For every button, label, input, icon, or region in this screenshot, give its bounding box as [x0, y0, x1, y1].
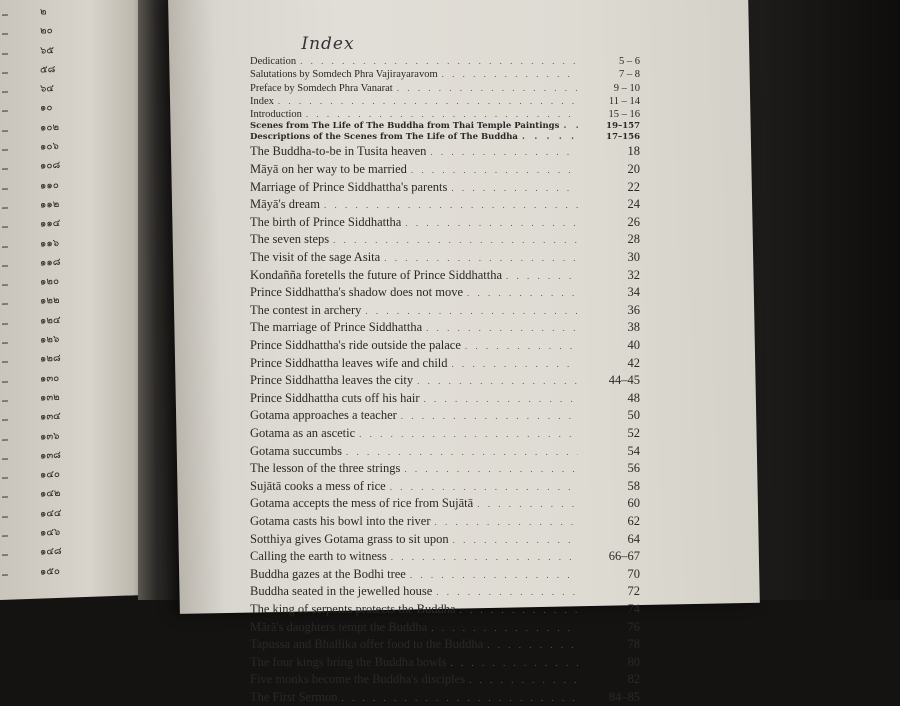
entry-title: Prince Siddhattha cuts off his hair [250, 390, 420, 405]
leader-dots [410, 567, 578, 584]
entry-pages: 24 [627, 197, 640, 212]
leader-dots [563, 121, 578, 132]
facing-page-mark: ๑๐๘ [40, 160, 61, 172]
facing-page-mark: … [2, 528, 9, 540]
entry-title: The visit of the sage Asita [250, 250, 381, 265]
entry-title: Marriage of Prince Siddhattha's parents [250, 179, 448, 194]
leader-dots [452, 356, 578, 373]
entry-title: Gotama approaches a teacher [250, 408, 397, 423]
entry-pages: 66–67 [608, 549, 640, 564]
index-entry [250, 671, 640, 689]
leader-dots [442, 68, 578, 80]
leader-dots [469, 672, 578, 689]
entry-pages: 18 [627, 144, 640, 159]
facing-page-mark: ๑๒๒ [40, 295, 60, 308]
index-entry [250, 513, 640, 531]
entry-title: Gotama casts his bowl into the river [250, 513, 431, 528]
facing-page-mark: … [2, 84, 9, 97]
facing-page-mark: … [2, 123, 9, 135]
entry-title: Buddha seated in the jewelled house [250, 584, 433, 599]
entry-title: Tapussa and Bhallika offer food to the Buddha [250, 637, 484, 652]
index-entry [250, 132, 640, 143]
leader-dots [384, 250, 578, 267]
index-entry [250, 566, 640, 584]
facing-page-mark: … [2, 239, 9, 251]
entry-pages: 50 [627, 408, 640, 423]
facing-page-mark: … [2, 567, 9, 579]
entry-pages: 26 [627, 214, 640, 229]
leader-dots [405, 215, 578, 232]
entry-title: The First Sermon [250, 689, 338, 704]
entry-title: The Buddha-to-be in Tusita heaven [250, 144, 427, 159]
entry-pages: 58 [627, 478, 640, 493]
entry-pages: 7 – 8 [619, 69, 640, 81]
index-entry [250, 267, 640, 285]
leader-dots [391, 549, 578, 566]
leader-dots [477, 496, 578, 513]
facing-page-mark: ๑๐๖ [40, 141, 59, 153]
index-entry [250, 82, 640, 95]
leader-dots [346, 444, 578, 461]
entry-pages: 56 [627, 461, 640, 476]
leader-dots [451, 655, 578, 672]
entry-pages: 62 [627, 513, 640, 528]
leader-dots [404, 461, 578, 478]
facing-page-mark: … [2, 258, 9, 270]
entry-pages: 9 – 10 [613, 82, 640, 94]
facing-page-mark: ๑๒๐ [40, 276, 60, 288]
facing-page-mark: ๑๐๒ [40, 121, 60, 134]
leader-dots [435, 514, 578, 531]
facing-page-mark: ๑๓๖ [40, 430, 60, 443]
index-entry [250, 548, 640, 566]
facing-page-numerals-column [40, 2, 62, 582]
entry-pages: 15 – 16 [608, 109, 640, 121]
entry-title: Māyā's dream [250, 197, 320, 212]
index-entry [250, 425, 640, 443]
entry-title: The birth of Prince Siddhattha [250, 214, 402, 229]
index-entry [250, 302, 640, 320]
leader-dots [397, 82, 578, 94]
index-entry [250, 636, 640, 654]
facing-page-mark: ๑๓๐ [40, 372, 60, 385]
entry-pages: 76 [627, 619, 640, 634]
facing-page-mark: ๑๑๒ [40, 198, 60, 211]
entry-pages: 48 [627, 390, 640, 405]
leader-dots [487, 637, 578, 654]
index-heading: Index [301, 34, 355, 54]
scene-list [250, 143, 640, 706]
entry-title: The lesson of the three strings [250, 461, 401, 476]
index-entry [250, 390, 640, 408]
entry-pages: 38 [627, 320, 640, 335]
entry-title: Scenes from The Life of The Buddha from Thai Temple Paintings [250, 121, 560, 132]
facing-page-mark: … [2, 432, 9, 444]
facing-page-mark: … [2, 219, 9, 232]
entry-title: The contest in archery [250, 302, 362, 317]
leader-dots [451, 180, 578, 197]
facing-page-mark: ๑๓๔ [40, 411, 61, 423]
leader-dots [465, 338, 578, 355]
entry-pages: 60 [627, 496, 640, 511]
index-entry [250, 689, 640, 706]
entry-pages: 28 [627, 232, 640, 247]
entry-title: Preface by Somdech Phra Vanarat [250, 82, 393, 94]
facing-page-mark: ๑๑๔ [40, 218, 61, 230]
facing-page-mark: … [2, 46, 9, 58]
leader-dots [453, 532, 578, 549]
entry-title: Salutations by Somdech Phra Vajirayaravom [250, 69, 438, 81]
entry-pages: 36 [627, 302, 640, 317]
facing-page-mark: ๑๔๔ [40, 507, 62, 520]
entry-pages: 17–156 [606, 132, 640, 143]
index-entry [250, 337, 640, 355]
front-matter-list [250, 55, 640, 121]
facing-page-mark: … [2, 277, 9, 290]
facing-page-mark: … [2, 162, 9, 174]
entry-title: Prince Siddhattha's shadow does not move [250, 285, 463, 300]
facing-page-mark: ๑๐ [40, 102, 53, 115]
entry-title: Prince Siddhattha leaves the city [250, 373, 414, 388]
leader-dots [467, 285, 578, 302]
leader-dots [436, 584, 578, 601]
leader-dots [522, 132, 578, 143]
index-entry [250, 231, 640, 249]
entry-title: Māyā on her way to be married [250, 162, 407, 177]
entry-pages: 54 [627, 443, 640, 458]
leader-dots [431, 620, 578, 637]
leader-dots [411, 162, 578, 179]
entry-title: The marriage of Prince Siddhattha [250, 320, 423, 335]
facing-page-mark: … [2, 181, 9, 193]
entry-pages: 70 [627, 566, 640, 581]
leader-dots [460, 602, 578, 619]
entry-title: Introduction [250, 109, 302, 121]
index-entry [250, 443, 640, 461]
leader-dots [506, 268, 578, 285]
facing-page-mark: … [2, 65, 9, 77]
entry-pages: 82 [627, 672, 640, 687]
entry-title: Descriptions of the Scenes from The Life of The Buddha [250, 132, 518, 143]
entry-title: The king of serpents protects the Buddha [250, 601, 456, 616]
index-entry [250, 495, 640, 513]
entry-title: Mārā's daughters tempt the Buddha [250, 619, 428, 634]
index-entry [250, 108, 640, 121]
index-entry [250, 583, 640, 601]
index-entry [250, 143, 640, 161]
facing-page-mark: ๑๒๔ [40, 314, 61, 327]
entry-title: Gotama as an ascetic [250, 425, 356, 440]
index-entry [250, 55, 640, 68]
index-entry [250, 319, 640, 337]
index-entry [250, 161, 640, 179]
entry-title: Sujātā cooks a mess of rice [250, 478, 386, 493]
entry-title: Index [250, 95, 274, 107]
facing-page-mark: ๑๑๘ [40, 256, 61, 269]
entry-pages: 30 [627, 250, 640, 265]
facing-page-mark: … [2, 355, 9, 367]
facing-page-mark: … [2, 451, 9, 463]
index-entry [250, 249, 640, 267]
entry-title: The four kings bring the Buddha bowls [250, 654, 447, 669]
entry-pages: 40 [627, 338, 640, 353]
entry-title: Calling the earth to witness [250, 549, 387, 564]
table-of-contents [250, 55, 640, 706]
index-entry [250, 68, 640, 81]
leader-dots [324, 197, 578, 214]
entry-title: Five monks become the Buddha's disciples [250, 672, 466, 687]
facing-page-mark: … [2, 200, 9, 212]
leader-dots [365, 303, 578, 320]
facing-page-mark: ๑๔๘ [40, 546, 62, 558]
entry-title: Buddha gazes at the Bodhi tree [250, 566, 406, 581]
leader-dots [426, 320, 578, 337]
index-entry [250, 407, 640, 425]
entry-pages: 22 [627, 179, 640, 194]
facing-page-mark: … [2, 548, 9, 560]
leader-dots [278, 95, 578, 107]
index-entry [250, 619, 640, 637]
facing-page-mark: ๑๒๘ [40, 353, 61, 365]
facing-page-mark: ๑๔๖ [40, 526, 61, 539]
index-entry [250, 460, 640, 478]
entry-pages: 72 [627, 584, 640, 599]
entry-pages: 20 [627, 162, 640, 177]
index-entry [250, 355, 640, 373]
facing-page-mark: … [2, 490, 9, 502]
leader-dots [390, 479, 578, 496]
facing-page-mark: … [2, 297, 9, 309]
entry-title: Dedication [250, 56, 297, 67]
entry-title: Kondañña foretells the future of Prince Siddhattha [250, 267, 503, 282]
facing-page-mark: ๖๔ [40, 83, 54, 95]
index-entry [250, 601, 640, 619]
facing-page-mark: … [2, 509, 9, 521]
entry-pages: 44–45 [608, 373, 640, 388]
leader-dots [300, 55, 578, 67]
entry-pages: 19–157 [606, 121, 640, 132]
facing-page-mark: … [2, 104, 9, 116]
facing-page-mark: … [2, 7, 9, 19]
index-entry [250, 196, 640, 214]
facing-page-mark: ๑๔๒ [40, 488, 61, 501]
facing-page-mark: … [2, 393, 9, 405]
facing-page-mark: ๑๔๐ [40, 469, 61, 481]
index-entry [250, 214, 640, 232]
index-entry [250, 478, 640, 496]
facing-page-mark: … [2, 470, 9, 483]
entry-title: Gotama succumbs [250, 443, 342, 458]
index-entry [250, 284, 640, 302]
facing-page-mark: … [2, 27, 9, 39]
facing-page-mark: ๒๐ [40, 25, 53, 37]
index-entry [250, 654, 640, 672]
entry-title: Prince Siddhattha leaves wife and child [250, 355, 448, 370]
index-entry [250, 531, 640, 549]
index-entry [250, 121, 640, 132]
entry-pages: 34 [627, 285, 640, 300]
entry-pages: 11 – 14 [608, 95, 640, 107]
entry-pages: 80 [627, 654, 640, 669]
entry-title: Prince Siddhattha's ride outside the palace [250, 338, 461, 353]
facing-page-mark: … [2, 335, 9, 347]
entry-title: Gotama accepts the mess of rice from Sujātā [250, 496, 474, 511]
facing-page-mark: ๕๘ [40, 63, 56, 76]
facing-page-mark: ๒ [40, 6, 47, 18]
facing-page-mark: ๑๓๘ [40, 449, 61, 462]
entry-pages: 5 – 6 [619, 56, 640, 67]
facing-page-mark: ๑๒๖ [40, 333, 60, 346]
leader-dots [430, 144, 578, 161]
entry-pages: 52 [627, 425, 640, 440]
leader-dots [306, 108, 578, 120]
leader-dots [359, 426, 578, 443]
entry-pages: 64 [627, 531, 640, 546]
entry-pages: 42 [627, 355, 640, 370]
dark-background [740, 0, 900, 600]
index-entry [250, 95, 640, 108]
facing-page [0, 0, 152, 600]
facing-page-mark: … [2, 374, 9, 386]
facing-page-mark: … [2, 316, 9, 328]
facing-page-mark: ๑๑๐ [40, 179, 59, 192]
leader-dots [342, 690, 579, 706]
facing-page-mark: … [2, 142, 9, 155]
leader-dots [417, 373, 578, 390]
facing-page-mark: ๑๓๒ [40, 391, 60, 404]
section-list [250, 121, 640, 143]
index-entry [250, 372, 640, 390]
index-entry [250, 179, 640, 197]
entry-title: Sotthiya gives Gotama grass to sit upon [250, 531, 449, 546]
entry-pages: 84–85 [608, 689, 640, 704]
facing-page-dots-column [2, 4, 8, 583]
leader-dots [333, 232, 578, 249]
facing-page-mark: … [2, 412, 9, 425]
facing-page-mark: ๖๕ [40, 44, 54, 57]
facing-page-mark: ๑๕๐ [40, 565, 61, 578]
leader-dots [424, 391, 578, 408]
entry-title: The seven steps [250, 232, 330, 247]
entry-pages: 32 [627, 267, 640, 282]
leader-dots [401, 408, 578, 425]
facing-page-mark: ๑๑๖ [40, 237, 60, 250]
entry-pages: 78 [627, 637, 640, 652]
entry-pages: 74 [627, 601, 640, 616]
